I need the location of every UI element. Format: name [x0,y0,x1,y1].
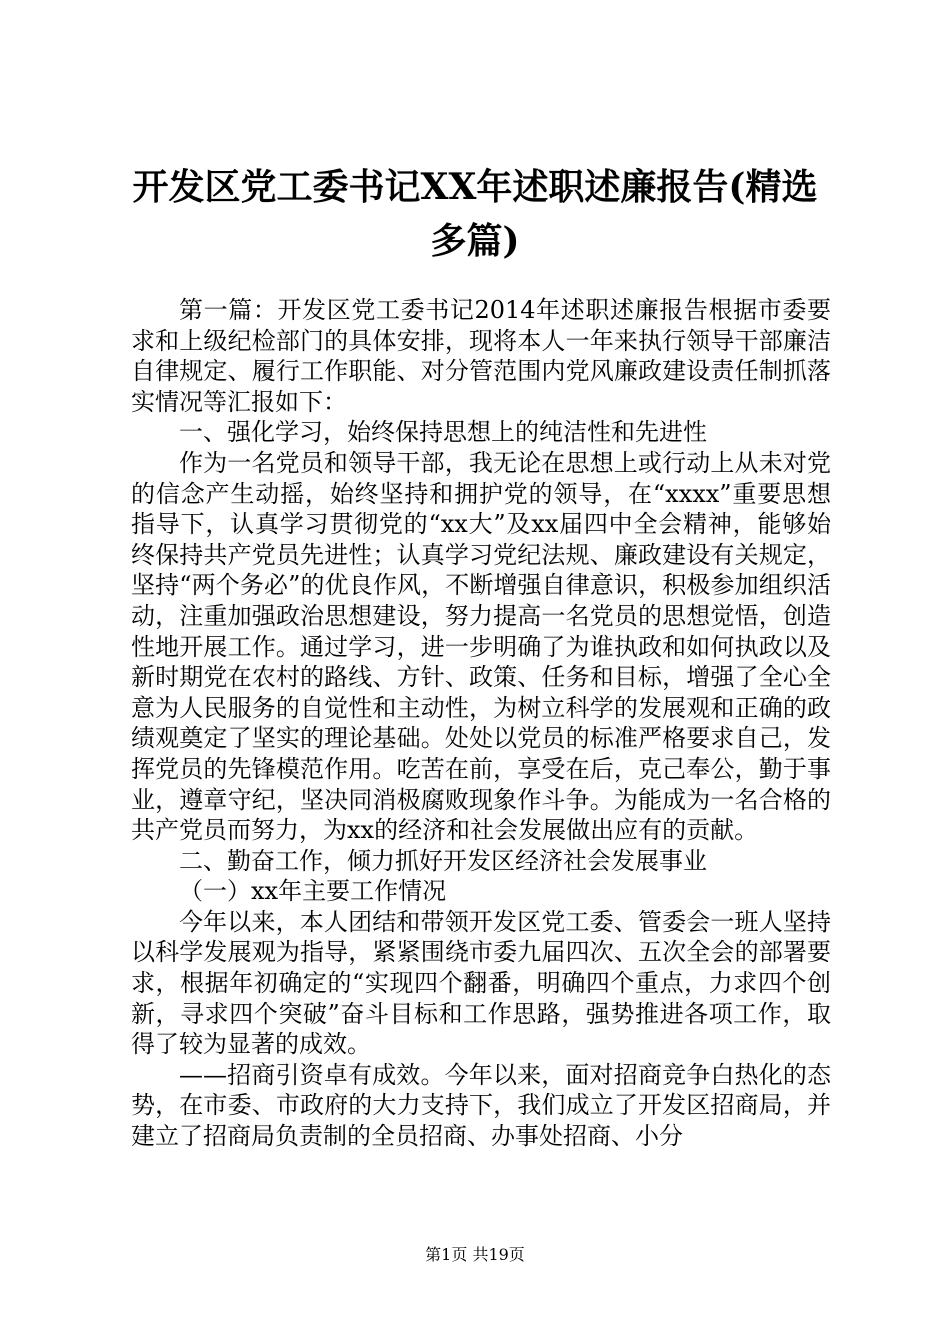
section-heading-1: 一、强化学习，始终保持思想上的纯洁性和先进性 [179,418,707,447]
paragraph-investment: ——招商引资卓有成效。今年以来，面对招商竞争白热化的态势，在市委、市政府的大力支持下，我们成立了开发区招商局，并建立了招商局负责制的全员招商、办事处招商、小分 [131,1060,831,1151]
document-body [131,295,831,1152]
section-heading-2: 二、勤奋工作，倾力抓好开发区经济社会发展事业 [179,846,707,875]
paragraph-work-summary: 今年以来，本人团结和带领开发区党工委、管委会一班人坚持以科学发展观为指导，紧紧围绕市委九届四次、五次全会的部署要求，根据年初确定的“实现四个翻番，明确四个重点，力求四个创新，寻求四个突破”奋斗目标和工作思路，强势推进各项工作，取得了较为显著的成效。 [131,907,831,1059]
subsection-heading-1: （一）xx年主要工作情况 [179,877,447,906]
paragraph-section-1: 作为一名党员和领导干部，我无论在思想上或行动上从未对党的信念产生动摇，始终坚持和拥护党的领导，在“xxxx”重要思想指导下，认真学习贯彻党的“xx大”及xx届四中全会精神，能够始终保持共产党员先进性；认真学习党纪法规、廉政建设有关规定，坚持“两个务必”的优良作风，不断增强自律意识，积极参加组织活动，注重加强政治思想建设，努力提高一名党员的思想觉悟，创造性地开展工作。通过学习，进一步明确了为谁执政和如何执政以及新时期党在农村的路线、方针、政策、任务和目标，增强了全心全意为人民服务的自觉性和主动性，为树立科学的发展观和正确的政绩观奠定了坚实的理论基础。处处以党员的标准严格要求自己，发挥党员的先锋模范作用。吃苦在前，享受在后，克己奉公，勤于事业，遵章守纪，坚决同消极腐败现象作斗争。为能成为一名合格的共产党员而努力，为xx的经济和社会发展做出应有的贡献。 [131,448,831,845]
document-title: 开发区党工委书记XX年述职述廉报告(精选多篇) [132,166,818,262]
page-number: 第1页 共19页 [425,1245,525,1264]
paragraph-intro: 第一篇：开发区党工委书记2014年述职述廉报告根据市委要求和上级纪检部门的具体安排，现将本人一年来执行领导干部廉洁自律规定、履行工作职能、对分管范围内党风廉政建设责任制抓落实情况等汇报如下： [131,296,831,416]
